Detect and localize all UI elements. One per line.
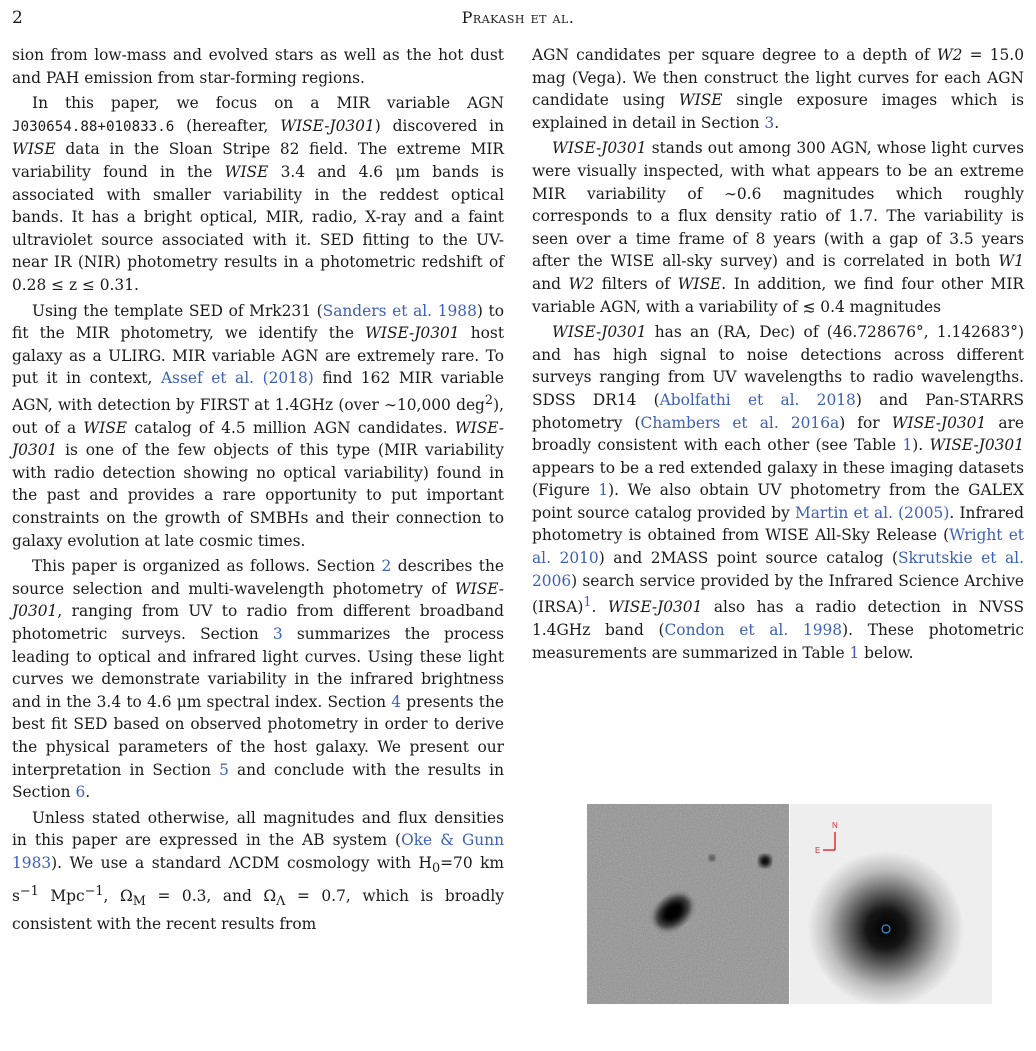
right-column <box>532 44 1024 667</box>
footnote-link[interactable]: 1 <box>583 595 592 611</box>
optical-cutout-svg <box>587 804 789 1004</box>
infrared-cutout-image <box>790 804 992 1004</box>
citation-link[interactable]: Martin et al. (2005) <box>794 503 950 522</box>
running-head: Prakash et al. <box>461 8 575 27</box>
citation-link[interactable]: Wright et al. 2010 <box>532 526 1024 568</box>
citation-link[interactable]: Abolfathi et al. 2018 <box>659 390 856 409</box>
section-link[interactable]: 4 <box>391 692 402 711</box>
compass-east-label: E <box>815 846 821 855</box>
compass-north-label: N <box>832 821 838 830</box>
citation-link[interactable]: Chambers et al. 2016a <box>640 413 840 432</box>
infrared-cutout-svg <box>790 804 992 1004</box>
paragraph: WISE-J0301 has an (RA, Dec) of (46.728676°, 1.142683°) and has high signal to noise detections across different surveys ranging from UV wavelengths to radio wavelengths. SDSS DR14 (Abolfathi et al. 2018) and Pan-STARRS photometry (Chambers et al. 2016a) for WISE-J0301 are broadly consistent with each other (see Table 1). WISE-J0301 appears to be a red extended galaxy in these imaging datasets (Figure 1). We also obtain UV photometry from the GALEX point source catalog provided by Martin et al. (2005). Infrared photometry is obtained from WISE All-Sky Release (Wright et al. 2010) and 2MASS point source catalog (Skrutskie et al. 2006) search service provided by the Infrared Science Archive (IRSA)$^1$. WISE-J0301 also has a radio detection in NVSS 1.4GHz band (Condon et al. 1998). These photometric measurements are summarized in Table 1 below. <box>532 323 1025 662</box>
citation-link[interactable]: Sanders et al. 1988 <box>322 301 477 320</box>
section-link[interactable]: 6 <box>75 783 86 802</box>
figure-1-cutouts <box>587 804 992 1004</box>
section-link[interactable]: 5 <box>219 760 229 779</box>
infrared-source <box>808 851 964 1004</box>
source-id: J030654.88+010833.6 <box>12 118 175 135</box>
citation-link[interactable]: Assef et al. (2018) <box>160 369 314 388</box>
paragraph: Using the template SED of Mrk231 (Sanders et al. 1988) to fit the MIR photometry, we identify the WISE-J0301 host galaxy as a ULIRG. MIR variable AGN are extremely rare. To put it in context, Assef et al. (2018) find 162 MIR variable AGN, with detection by FIRST at 1.4GHz (over ∼10,000 deg$^2$), out of a WISE catalog of 4.5 million AGN candidates. WISE-J0301 is one of the few objects of this type (MIR variability with radio detection showing no optical variability) found in the past and provides a rare opportunity to put important constraints on the growth of SMBHs and their connection to galaxy evolution at late cosmic times. <box>12 301 505 550</box>
figure-link[interactable]: 1 <box>598 481 609 500</box>
section-link[interactable]: 2 <box>381 557 392 576</box>
star-blob <box>759 855 771 867</box>
citation-link[interactable]: Oke & Gunn 1983 <box>12 831 504 872</box>
paragraph: In this paper, we focus on a MIR variable AGN J030654.88+010833.6 (hereafter, WISE-J0301) discovered in WISE data in the Sloan Stripe 82 field. The extreme MIR variability found in the WISE 3.4 and 4.6 μm bands is associated with smaller variability in the reddest optical bands. It has a bright optical, MIR, radio, X-ray and a faint ultraviolet source associated with it. SED fitting to the UV-near IR (NIR) photometry results in a photometric redshift of 0.28 ≤ z ≤ 0.31. <box>12 94 504 294</box>
section-link[interactable]: 3 <box>272 624 283 643</box>
page-number: 2 <box>12 8 23 28</box>
left-column <box>12 44 504 939</box>
optical-cutout-image <box>587 804 789 1004</box>
paragraph: sion from low-mass and evolved stars as well as the hot dust and PAH emission from star-forming regions. <box>12 46 504 87</box>
paragraph: AGN candidates per square degree to a depth of W2 = 15.0 mag (Vega). We then construct the light curves for each AGN candidate using WISE single exposure images which is explained in detail in Section 3. <box>532 46 1024 132</box>
section-link[interactable]: 3 <box>764 113 775 132</box>
paragraph: WISE-J0301 stands out among 300 AGN, whose light curves were visually inspected, with what appears to be an extreme MIR variability of ∼0.6 magnitudes which roughly corresponds to a flux density ratio of 1.7. The variability is seen over a time frame of 8 years (with a gap of 3.5 years after the WISE all-sky survey) and is correlated in both W1 and W2 filters of WISE. In addition, we find four other MIR variable AGN, with a variability of ≲ 0.4 magnitudes <box>532 139 1024 316</box>
table-link[interactable]: 1 <box>902 436 913 455</box>
citation-link[interactable]: Condon et al. 1998 <box>664 620 843 639</box>
table-link[interactable]: 1 <box>849 643 860 662</box>
citation-link[interactable]: Skrutskie et al. 2006 <box>532 549 1024 590</box>
paragraph: This paper is organized as follows. Section 2 describes the source selection and multi-wavelength photometry of WISE-J0301, ranging from UV to radio from different broadband photometric surveys. Section 3 summarizes the process leading to optical and infrared light curves. Using these light curves we demonstrate variability in the infrared brightness and in the 3.4 to 4.6 μm spectral index. Section 4 presents the best fit SED based on observed photometry in order to derive the physical parameters of the host galaxy. We present our interpretation in Section 5 and conclude with the results in Section 6. <box>12 557 504 802</box>
paragraph: Unless stated otherwise, all magnitudes and flux densities in this paper are expressed in the AB system (Oke & Gunn 1983). We use a standard ΛCDM cosmology with $H_0=70$ km $s^{-1}$ Mpc$^{-1}$, $\Omega_M = 0.3$, and $\Omega_\Lambda = 0.7$, which is broadly consistent with the recent results from <box>12 808 504 934</box>
